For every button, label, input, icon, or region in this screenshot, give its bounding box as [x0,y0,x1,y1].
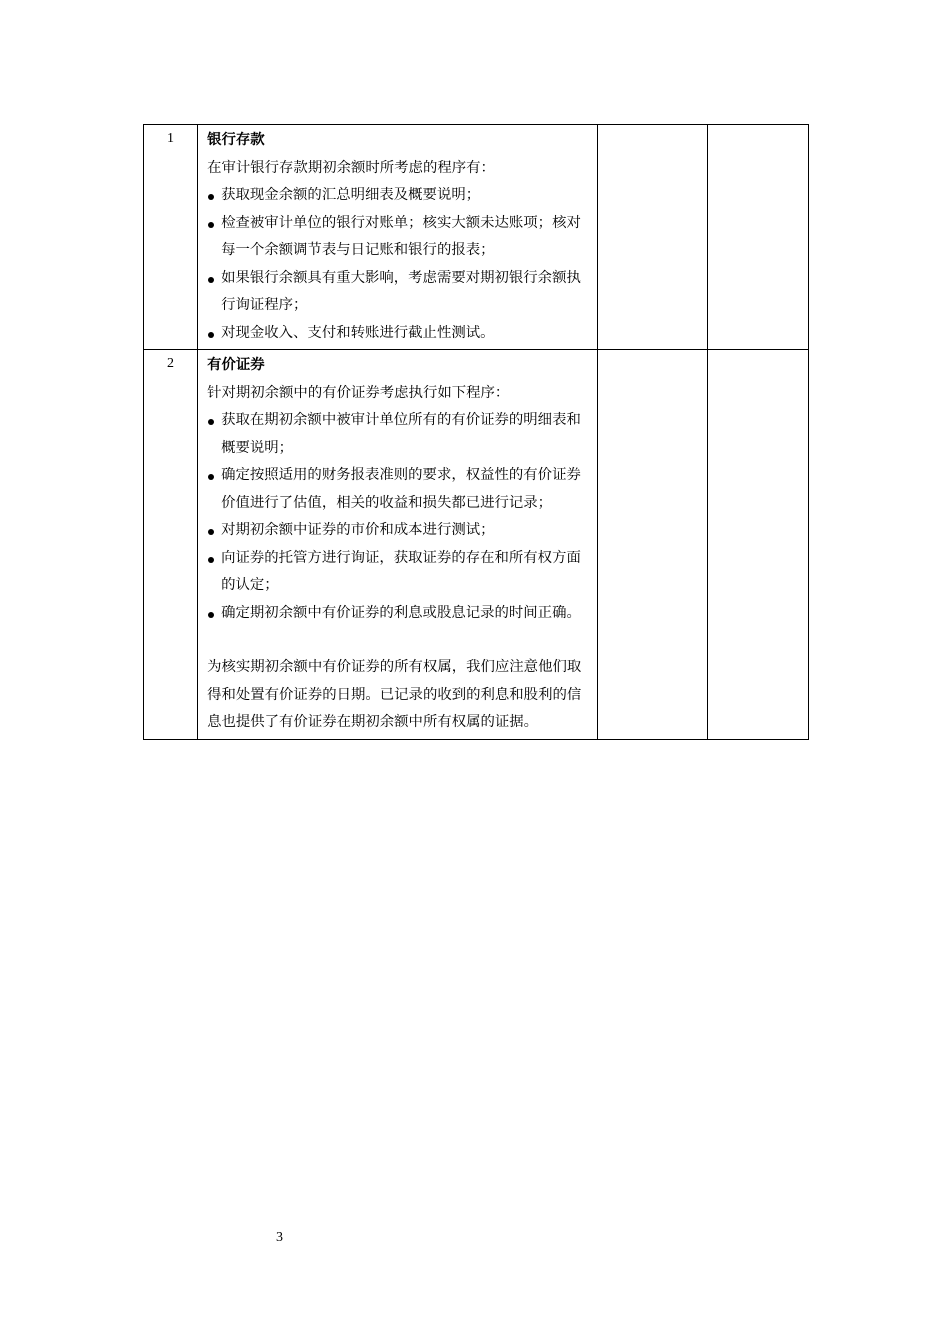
list-item-text: 如果银行余额具有重大影响，考虑需要对期初银行余额执行询证程序； [221,269,581,313]
list-item [207,407,591,462]
list-item-text: 获取在期初余额中被审计单位所有的有价证券的明细表和概要说明； [221,412,581,456]
bullet-icon [208,332,214,338]
audit-procedures-table [143,124,809,740]
row-heading: 有价证券 [207,357,265,373]
bullet-icon [208,419,214,425]
bullet-icon [208,557,214,563]
list-item-text: 对现金收入、支付和转账进行截止性测试。 [221,324,495,341]
empty-cell [597,350,707,740]
empty-cell [707,125,808,350]
bullet-icon [208,474,214,480]
row-content [198,125,598,350]
bullet-icon [208,194,214,200]
list-item [207,182,591,210]
row-intro: 针对期初余额中的有价证券考虑执行如下程序： [207,384,510,401]
row-number: 2 [144,350,198,740]
list-item [207,462,591,517]
procedure-list [207,407,591,627]
list-item [207,600,591,628]
list-item-text: 获取现金余额的汇总明细表及概要说明； [221,187,481,203]
list-item-text: 对期初余额中证券的市价和成本进行测试； [221,522,495,538]
list-item [207,210,591,265]
row-number: 1 [144,125,198,350]
table-row [144,125,809,350]
list-item-text: 检查被审计单位的银行对账单；核实大额未达账项；核对每一个余额调节表与日记账和银行的报表； [221,214,581,258]
list-item [207,320,591,348]
bullet-icon [208,612,214,618]
row-heading: 银行存款 [207,132,265,148]
spacer [207,627,591,654]
empty-cell [597,125,707,350]
bullet-icon [208,222,214,228]
page-number: 3 [276,1230,283,1245]
row-intro: 在审计银行存款期初余额时所考虑的程序有： [207,159,495,176]
list-item [207,517,591,545]
list-item-text: 确定期初余额中有价证券的利息或股息记录的时间正确。 [221,604,581,621]
row-closing: 为核实期初余额中有价证券的所有权属，我们应注意他们取得和处置有价证券的日期。已记录的收到的利息和股利的信息也提供了有价证券在期初余额中所有权属的证据。 [207,659,582,730]
empty-cell [707,350,808,740]
procedure-list [207,182,591,347]
list-item [207,545,591,600]
list-item [207,265,591,320]
table-row [144,350,809,740]
bullet-icon [208,277,214,283]
row-content [198,350,598,740]
list-item-text: 确定按照适用的财务报表准则的要求，权益性的有价证券价值进行了估值，相关的收益和损失都已进行记录； [221,467,581,511]
list-item-text: 向证券的托管方进行询证，获取证券的存在和所有权方面的认定； [221,549,581,593]
bullet-icon [208,529,214,535]
